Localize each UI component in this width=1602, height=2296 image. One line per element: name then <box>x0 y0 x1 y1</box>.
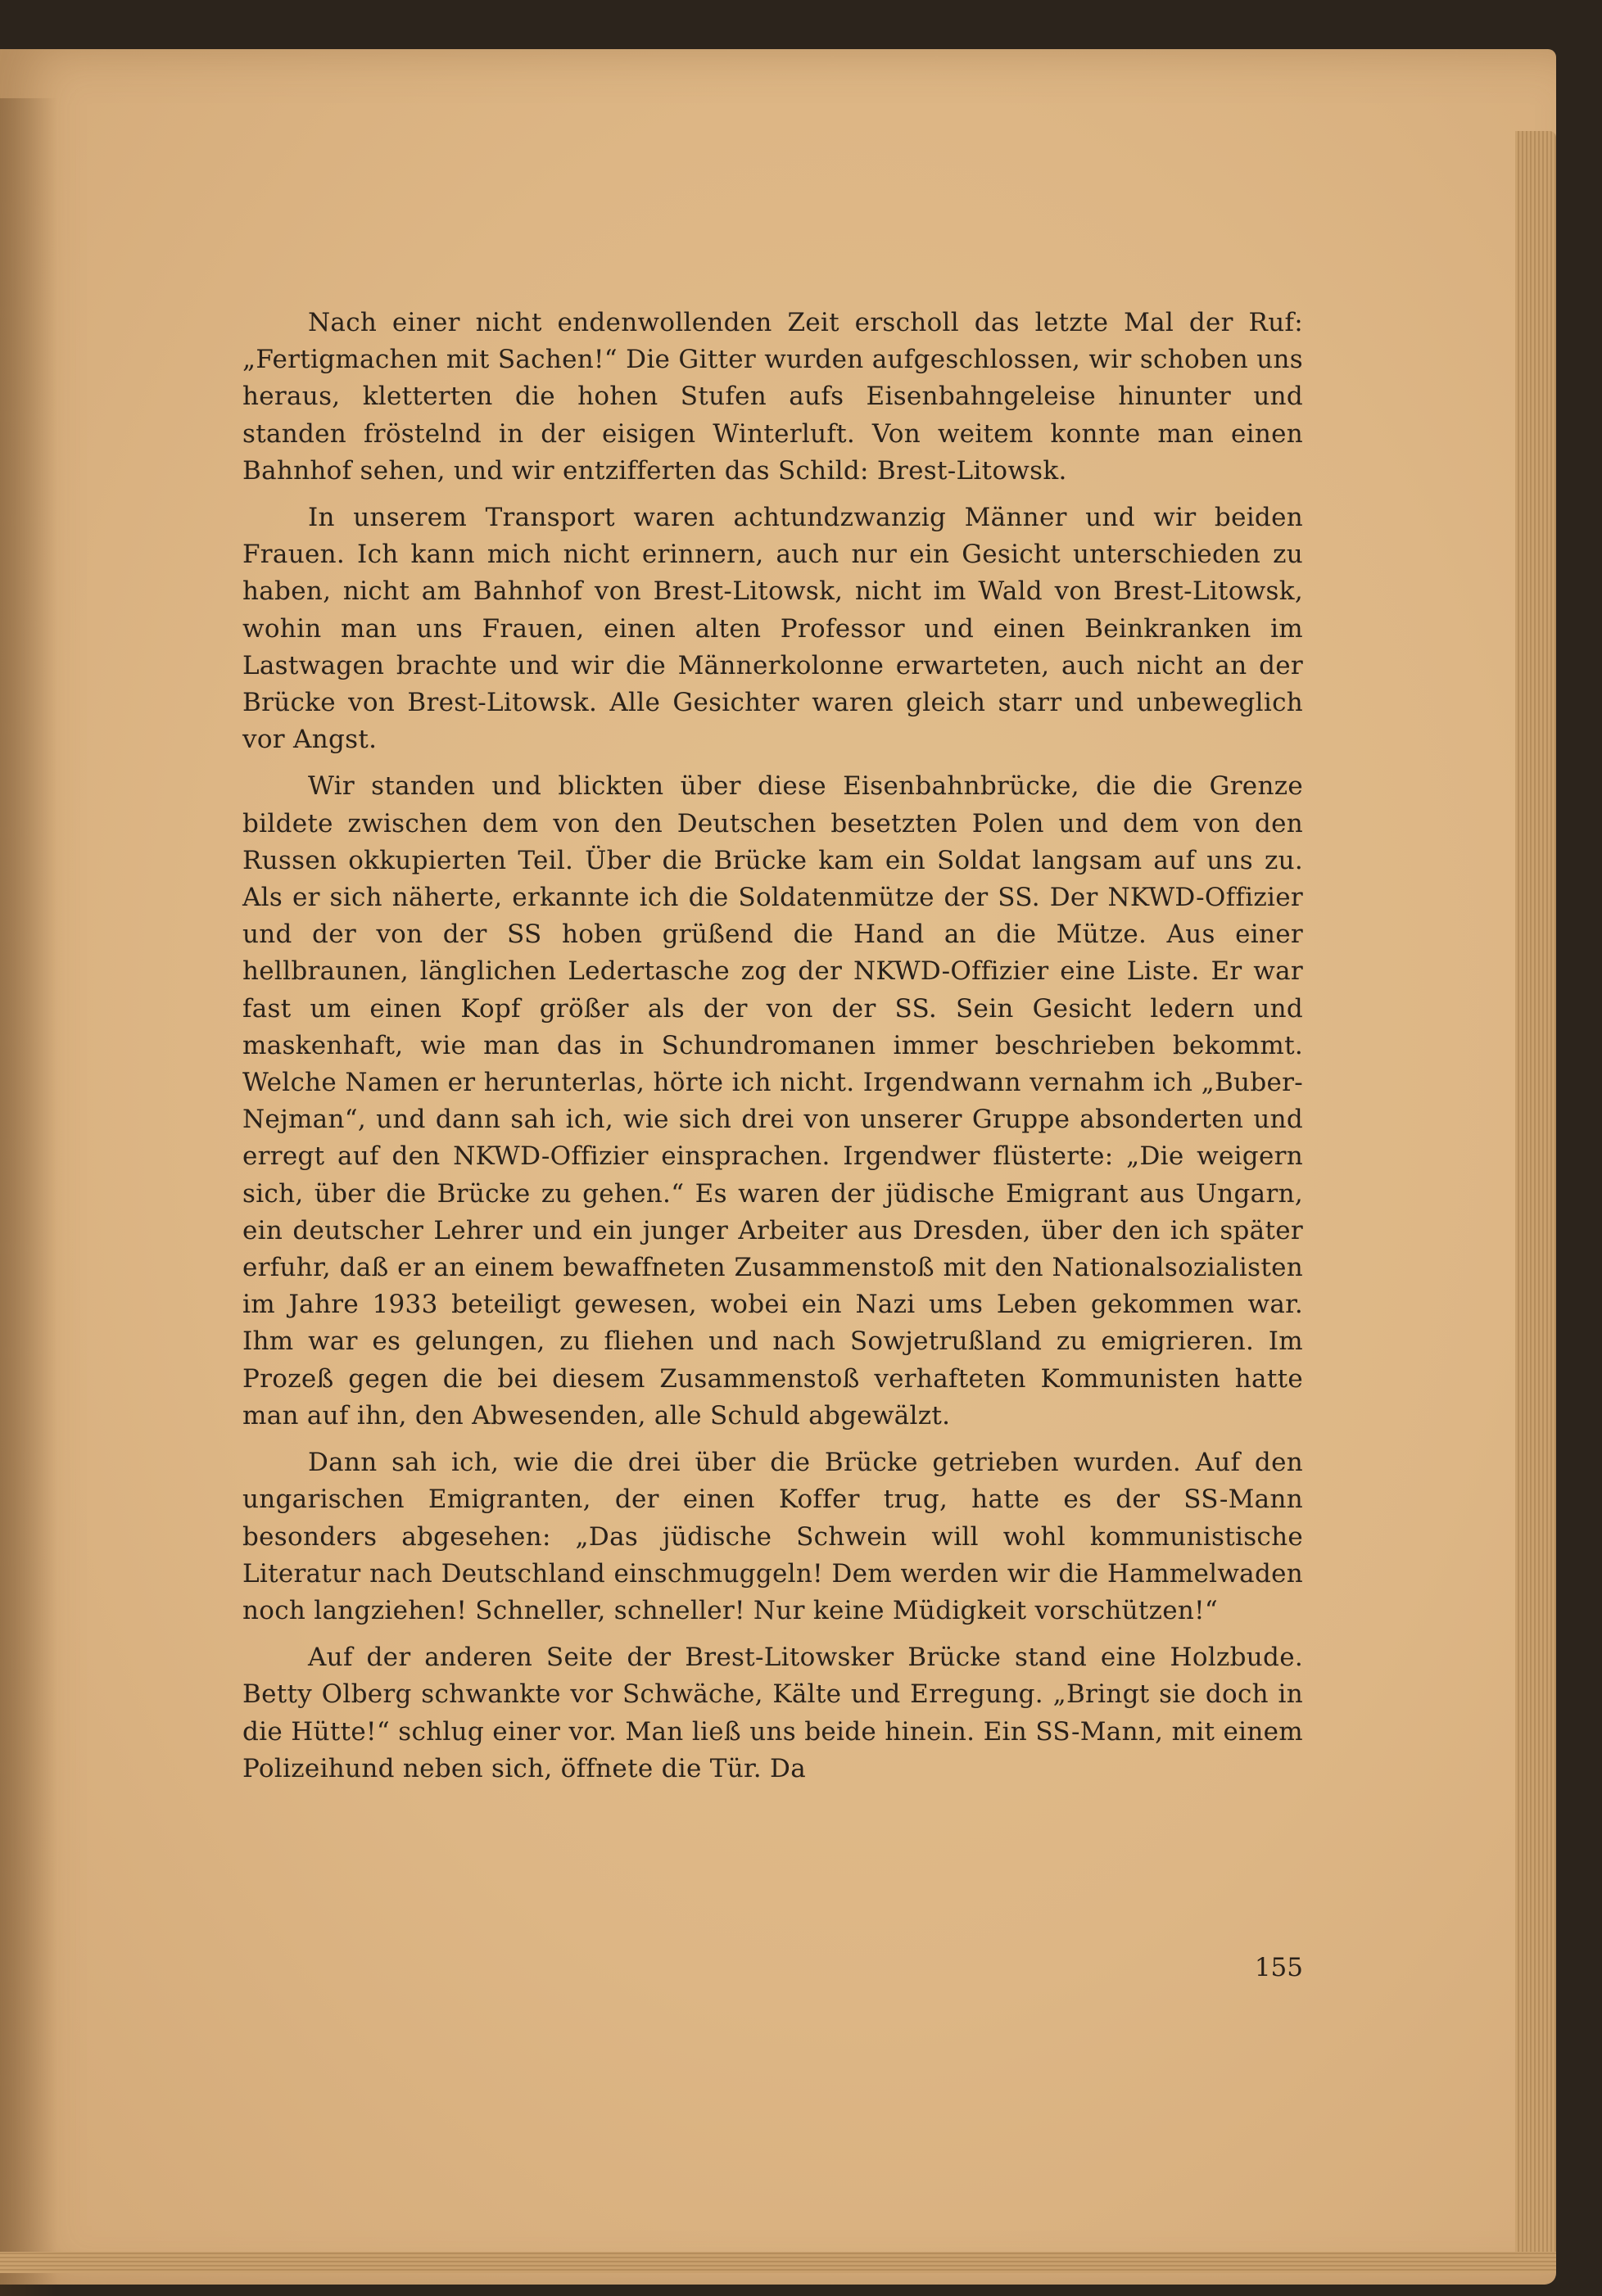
paragraph-1: Nach einer nicht endenwollenden Zeit erscholl das letzte Mal der Ruf: „Fertigmachen mit Sachen!“ Die Gitter wurden aufgeschlossen, wir schoben uns heraus, kletterten die hohen Stufen aufs Eisenbahngeleise hinunter und standen fröstelnd in der eisigen Winterluft. Von weitem konnte man einen Bahnhof sehen, und wir entzifferten das Schild: Brest-Litowsk. <box>242 308 1303 486</box>
page-number: 155 <box>1254 1953 1303 1982</box>
body-text <box>242 305 1303 1797</box>
book-gutter <box>0 98 57 2296</box>
page-edge <box>1515 131 1556 2260</box>
paragraph-4: Dann sah ich, wie die drei über die Brücke getrieben wurden. Auf den ungarischen Emigranten, der einen Koffer trug, hatte es der SS-Mann besonders abgesehen: „Das jüdische Schwein will wohl kommunistische Literatur nach Deutschland einschmuggeln! Dem werden wir die Hammelwaden noch langziehen! Schneller, schneller! Nur keine Müdigkeit vorschützen!“ <box>242 1448 1303 1625</box>
paragraph-3: Wir standen und blickten über diese Eisenbahnbrücke, die die Grenze bildete zwischen dem von den Deutschen besetzten Polen und dem von den Russen okkupierten Teil. Über die Brücke kam ein Soldat langsam auf uns zu. Als er sich näherte, erkannte ich die Soldatenmütze der SS. Der NKWD-Offizier und der von der SS hoben grüßend die Hand an die Mütze. Aus einer hellbraunen, länglichen Ledertasche zog der NKWD-Offizier eine Liste. Er war fast um einen Kopf größer als der von der SS. Sein Gesicht ledern und maskenhaft, wie man das in Schundromanen immer beschrieben bekommt. Welche Namen er herunterlas, hörte ich nicht. Irgendwann vernahm ich „Buber-Nejman“, und dann sah ich, wie sich drei von unserer Gruppe absonderten und erregt auf den NKWD-Offizier einsprachen. Irgendwer flüsterte: „Die weigern sich, über die Brücke zu gehen.“ Es waren der jüdische Emigrant aus Ungarn, ein deutscher Lehrer und ein junger Arbeiter aus Dresden, über den ich später erfuhr, daß er an einem bewaffneten Zusammenstoß mit den Nationalsozialisten im Jahre 1933 beteiligt gewesen, wobei ein Nazi ums Leben gekommen war. Ihm war es gelungen, zu fliehen und nach Sowjetrußland zu emigrieren. Im Prozeß gegen die bei diesem Zusammenstoß verhafteten Kommunisten hatte man auf ihn, den Abwesenden, alle Schuld abgewälzt. <box>242 771 1303 1430</box>
paragraph-2: In unserem Transport waren achtundzwanzig Männer und wir beiden Frauen. Ich kann mich nicht erinnern, auch nur ein Gesicht unterschieden zu haben, nicht am Bahnhof von Brest-Litowsk, nicht im Wald von Brest-Litowsk, wohin man uns Frauen, einen alten Professor und einen Beinkranken im Lastwagen brachte und wir die Männerkolonne erwarteten, auch nicht an der Brücke von Brest-Litowsk. Alle Gesichter waren gleich starr und unbeweglich vor Angst. <box>242 503 1303 755</box>
bottom-page-edge <box>0 2252 1556 2273</box>
paragraph-5: Auf der anderen Seite der Brest-Litowsker Brücke stand eine Holzbude. Betty Olberg schwankte vor Schwäche, Kälte und Erregung. „Bringt sie doch in die Hütte!“ schlug einer vor. Man ließ uns beide hinein. Ein SS-Mann, mit einem Polizeihund neben sich, öffnete die Tür. Da <box>242 1643 1303 1783</box>
